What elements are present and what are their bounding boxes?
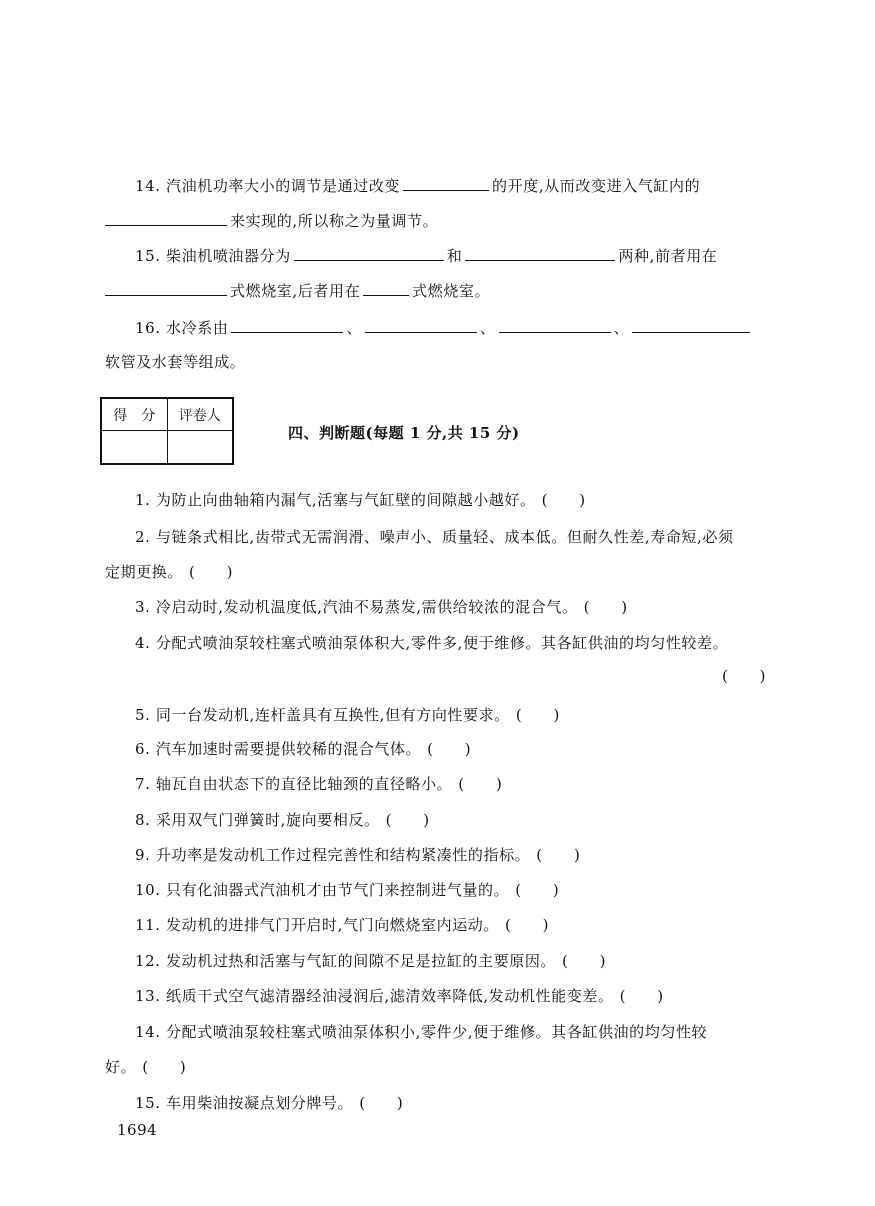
- score-header: 得 分: [101, 398, 167, 431]
- answer-paren[interactable]: ( ): [189, 563, 234, 581]
- answer-paren[interactable]: ( ): [427, 740, 472, 758]
- judgement-text: 3. 冷启动时,发动机温度低,汽油不易蒸发,需供给较浓的混合气。: [135, 598, 578, 616]
- judgement-text: 2. 与链条式相比,齿带式无需润滑、噪声小、质量轻、成本低。但耐久性差,寿命短,必须: [135, 528, 734, 546]
- question-15-line-2: [105, 281, 490, 301]
- question-15-text-b: 和: [446, 247, 463, 265]
- judgement-item-2: [135, 527, 734, 547]
- judgement-text: 6. 汽车加速时需要提供较稀的混合气体。: [135, 740, 422, 758]
- answer-blank[interactable]: [403, 176, 489, 191]
- answer-blank[interactable]: [363, 281, 409, 296]
- judgement-text: 1. 为防止向曲轴箱内漏气,活塞与气缸壁的间隙越小越好。: [135, 491, 536, 509]
- section-title: 四、判断题(每题 1 分,共 15 分): [288, 424, 520, 442]
- judgement-item-12: [135, 951, 606, 971]
- answer-blank[interactable]: [365, 318, 477, 333]
- judgement-text: 4. 分配式喷油泵较柱塞式喷油泵体积大,零件多,便于维修。其各缸供油的均匀性较差。: [135, 634, 729, 652]
- separator: 、: [613, 319, 630, 337]
- judgement-text: 12. 发动机过热和活塞与气缸的间隙不足是拉缸的主要原因。: [135, 952, 557, 970]
- judgement-text: 15. 车用柴油按凝点划分牌号。: [135, 1094, 354, 1112]
- question-14-line-1: [135, 176, 700, 196]
- judgement-text: 好。: [105, 1058, 137, 1076]
- question-15-text-e: 式燃烧室。: [412, 282, 491, 300]
- judgement-item-10: [135, 880, 559, 900]
- judgement-text: 定期更换。: [105, 563, 184, 581]
- question-16-text-a: 16. 水冷系由: [135, 319, 229, 337]
- question-16-line-1: [135, 318, 753, 338]
- question-14-text-b: 的开度,从而改变进入气缸内的: [492, 177, 701, 195]
- question-16-line-2: [105, 352, 245, 372]
- page-number: 1694: [117, 1121, 158, 1139]
- answer-blank[interactable]: [499, 318, 611, 333]
- judgement-item-11: [135, 915, 549, 935]
- judgement-item-8: [135, 810, 430, 830]
- question-15-text-c: 两种,前者用在: [618, 247, 718, 265]
- judgement-item-15: [135, 1093, 403, 1113]
- judgement-item-4-paren[interactable]: [722, 666, 766, 686]
- answer-blank[interactable]: [105, 281, 227, 296]
- judgement-item-9: [135, 845, 580, 865]
- question-14-line-2: [105, 211, 438, 231]
- answer-paren[interactable]: ( ): [536, 846, 581, 864]
- answer-paren[interactable]: ( ): [722, 667, 767, 685]
- answer-blank[interactable]: [231, 318, 343, 333]
- question-14-text-c: 来实现的,所以称之为量调节。: [230, 212, 439, 230]
- judgement-item-14: [135, 1022, 707, 1042]
- score-table: [100, 397, 234, 465]
- judgement-item-3: [135, 597, 628, 617]
- answer-paren[interactable]: ( ): [541, 491, 586, 509]
- judgement-text: 11. 发动机的进排气门开启时,气门向燃烧室内运动。: [135, 916, 499, 934]
- judgement-text: 10. 只有化油器式汽油机才由节气门来控制进气量的。: [135, 881, 510, 899]
- question-15-text-a: 15. 柴油机喷油器分为: [135, 247, 291, 265]
- question-15-line-1: [135, 246, 717, 266]
- score-cell[interactable]: [101, 431, 167, 465]
- judgement-item-7: [135, 774, 502, 794]
- question-15-text-d: 式燃烧室,后者用在: [230, 282, 361, 300]
- answer-paren[interactable]: ( ): [458, 775, 503, 793]
- judgement-text: 13. 纸质干式空气滤清器经油浸润后,滤清效率降低,发动机性能变差。: [135, 987, 614, 1005]
- separator: 、: [480, 319, 496, 337]
- answer-blank[interactable]: [465, 246, 615, 261]
- answer-paren[interactable]: ( ): [583, 598, 628, 616]
- answer-paren[interactable]: ( ): [515, 706, 560, 724]
- grader-cell[interactable]: [167, 431, 233, 465]
- judgement-item-14-cont: [105, 1057, 186, 1077]
- answer-blank[interactable]: [632, 318, 750, 333]
- question-16-text-b: 软管及水套等组成。: [105, 353, 246, 371]
- grader-header: 评卷人: [167, 398, 233, 431]
- judgement-item-2-cont: [105, 562, 233, 582]
- question-14-text-a: 14. 汽油机功率大小的调节是通过改变: [135, 177, 401, 195]
- judgement-item-4: [135, 633, 728, 653]
- judgement-item-1: [135, 490, 586, 510]
- answer-blank[interactable]: [294, 246, 444, 261]
- judgement-text: 5. 同一台发动机,连杆盖具有互换性,但有方向性要求。: [135, 706, 510, 724]
- judgement-item-13: [135, 986, 664, 1006]
- judgement-text: 8. 采用双气门弹簧时,旋向要相反。: [135, 811, 380, 829]
- separator: 、: [346, 319, 363, 337]
- answer-paren[interactable]: ( ): [515, 881, 560, 899]
- judgement-item-5: [135, 705, 560, 725]
- judgement-text: 9. 升功率是发动机工作过程完善性和结构紧凑性的指标。: [135, 846, 531, 864]
- answer-paren[interactable]: ( ): [562, 952, 607, 970]
- judgement-text: 14. 分配式喷油泵较柱塞式喷油泵体积小,零件少,便于维修。其各缸供油的均匀性较: [135, 1023, 708, 1041]
- answer-paren[interactable]: ( ): [142, 1058, 187, 1076]
- judgement-item-6: [135, 739, 471, 759]
- answer-blank[interactable]: [105, 211, 227, 226]
- answer-paren[interactable]: ( ): [619, 987, 664, 1005]
- answer-paren[interactable]: ( ): [359, 1094, 404, 1112]
- answer-paren[interactable]: ( ): [505, 916, 550, 934]
- answer-paren[interactable]: ( ): [385, 811, 430, 829]
- judgement-text: 7. 轴瓦自由状态下的直径比轴颈的直径略小。: [135, 775, 453, 793]
